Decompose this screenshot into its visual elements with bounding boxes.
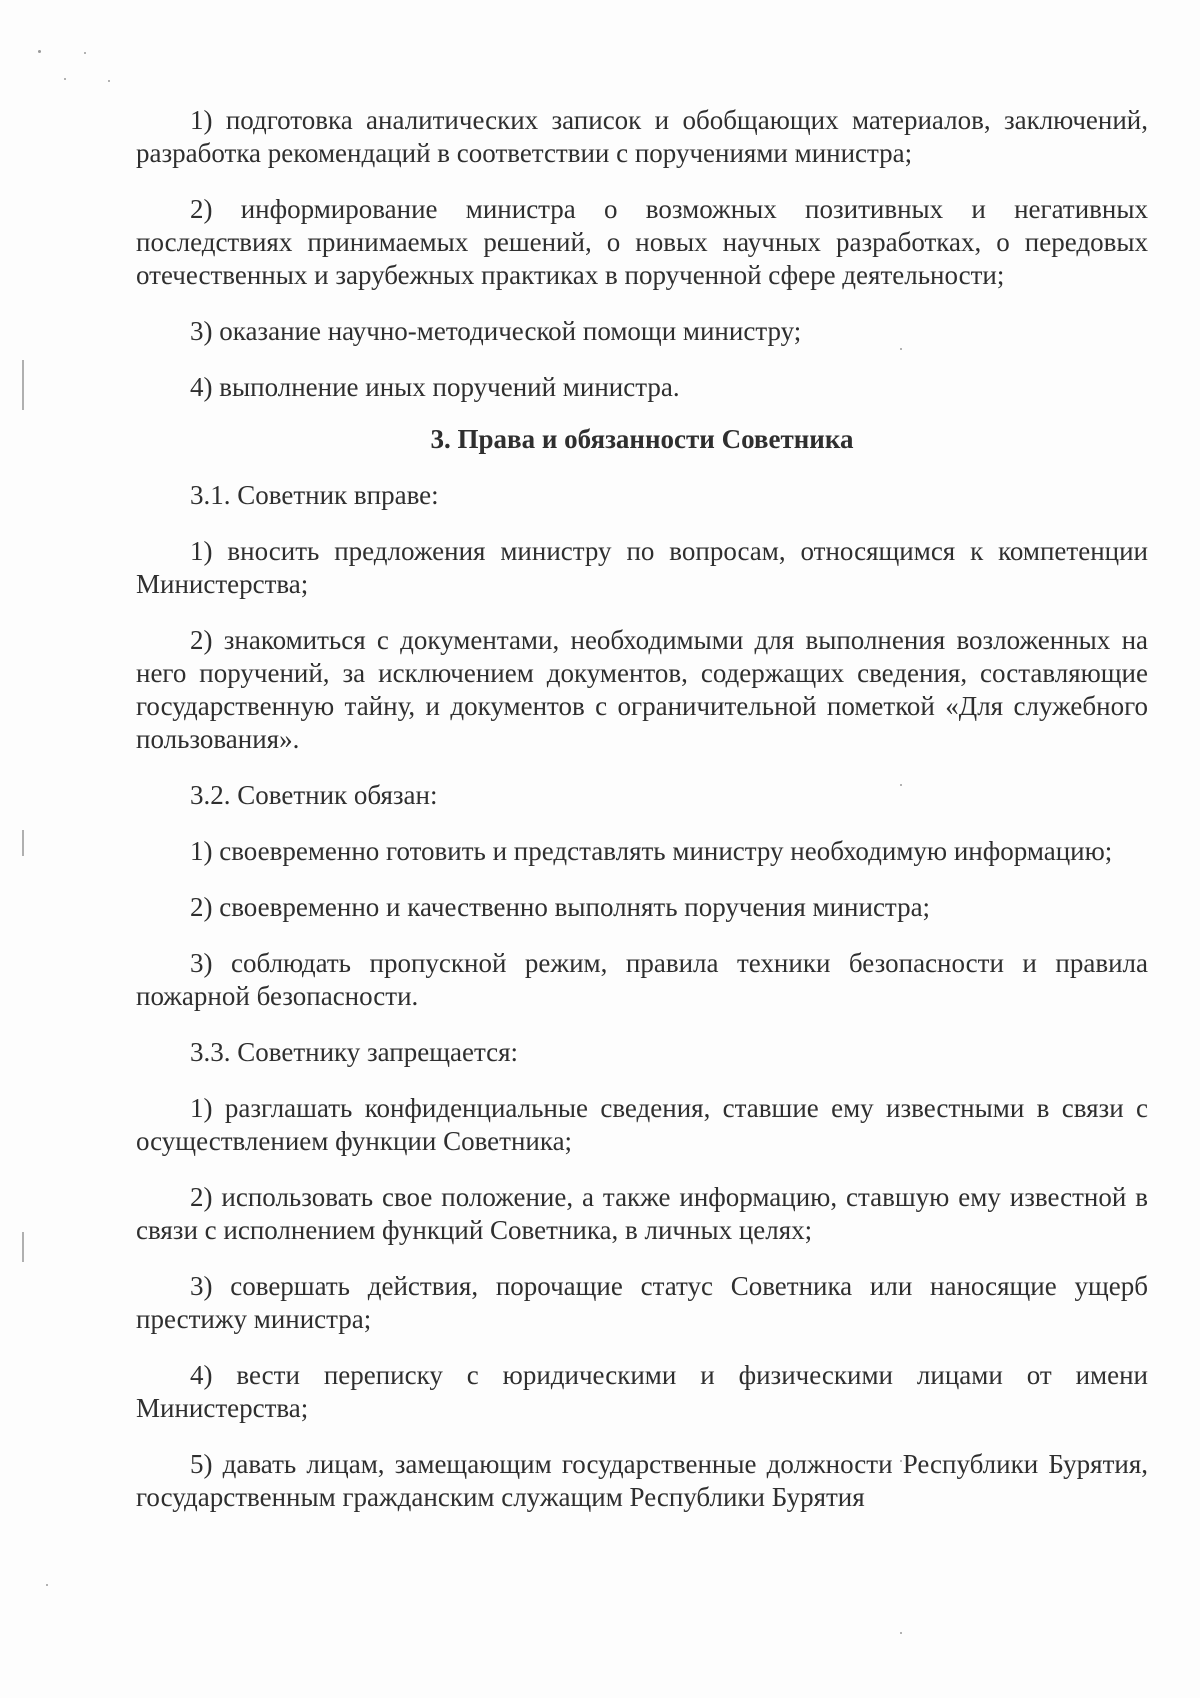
list-item: 1) подготовка аналитических записок и обобщающих материалов, заключений, разработка рекомендаций в соответствии с поручениями министра; xyxy=(136,105,1148,168)
list-item: 1) разглашать конфиденциальные сведения, ставшие ему известными в связи с осуществлением функции Советника; xyxy=(136,1093,1148,1156)
scan-margin-mark xyxy=(22,830,24,856)
scan-speck xyxy=(108,80,110,82)
subsection-title: 3.3. Советнику запрещается: xyxy=(190,1037,519,1067)
scan-margin-mark xyxy=(22,1232,24,1262)
list-item: 2) использовать свое положение, а также информацию, ставшую ему известной в связи с исполнением функций Советника, в личных целях; xyxy=(136,1182,1148,1245)
subsection-title: 3.2. Советник обязан: xyxy=(190,780,438,810)
list-item: 2) своевременно и качественно выполнять поручения министра; xyxy=(190,892,931,922)
scan-speck xyxy=(46,1584,48,1586)
subsection-title: 3.1. Советник вправе: xyxy=(190,480,439,510)
section-heading: 3. Права и обязанности Советника xyxy=(430,424,854,454)
list-item: 1) своевременно готовить и представлять министру необходимую информацию; xyxy=(190,836,1113,866)
list-item: 1) вносить предложения министру по вопросам, относящимся к компетенции Министерства; xyxy=(136,536,1148,599)
scan-speck xyxy=(900,1632,902,1634)
scan-speck xyxy=(84,52,86,54)
scan-speck xyxy=(38,50,41,53)
list-item: 2) знакомиться с документами, необходимыми для выполнения возложенных на него поручений, за исключением документов, содержащих сведения, составляющие государственную тайну, и документов с ограничительной пометкой «Для служебного пользования». xyxy=(136,625,1148,754)
list-item: 4) выполнение иных поручений министра. xyxy=(190,372,680,402)
list-item: 3) оказание научно-методической помощи министру; xyxy=(190,316,802,346)
document-body xyxy=(136,104,1148,1537)
list-item: 5) давать лицам, замещающим государственные должности Республики Бурятия, государственным гражданским служащим Республики Бурятия xyxy=(136,1449,1148,1512)
scan-speck xyxy=(64,78,66,80)
list-item: 4) вести переписку с юридическими и физическими лицами от имени Министерства; xyxy=(136,1360,1148,1423)
list-item: 2) информирование министра о возможных позитивных и негативных последствиях принимаемых решений, о новых научных разработках, о передовых отечественных и зарубежных практиках в порученной сфере деятельности; xyxy=(136,194,1148,290)
list-item: 3) соблюдать пропускной режим, правила техники безопасности и правила пожарной безопасности. xyxy=(136,948,1148,1011)
list-item: 3) совершать действия, порочащие статус Советника или наносящие ущерб престижу министра; xyxy=(136,1271,1148,1334)
scan-margin-mark xyxy=(22,360,24,410)
